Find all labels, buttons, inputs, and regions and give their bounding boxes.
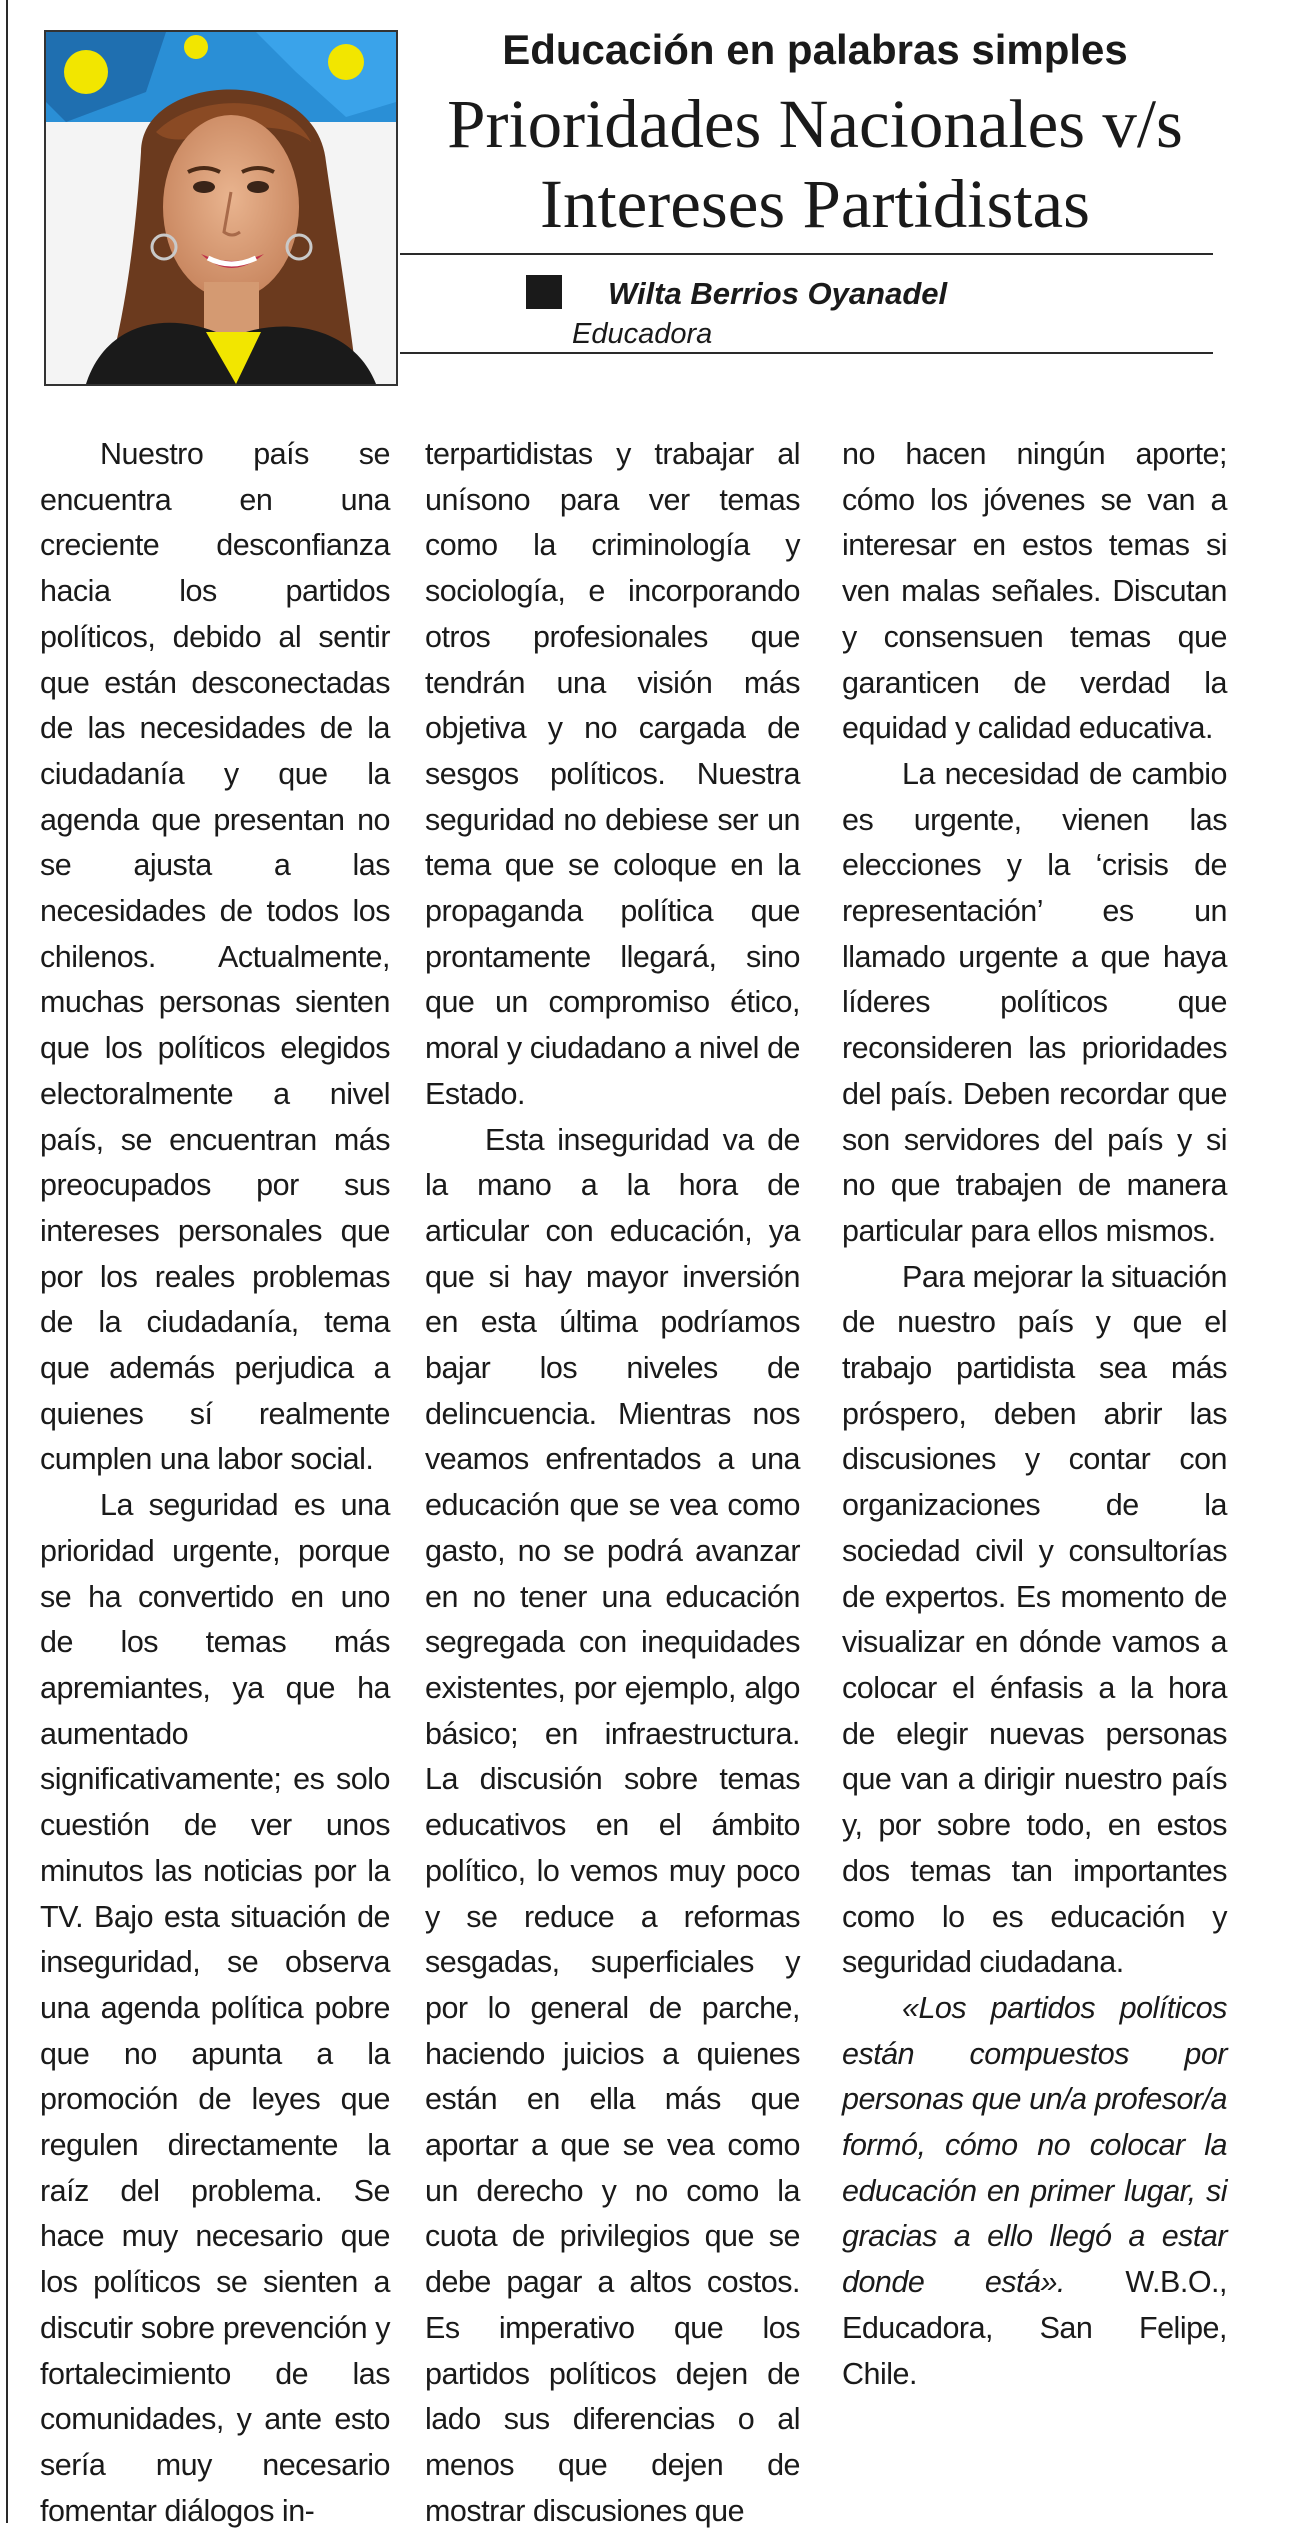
article-column-3 bbox=[842, 432, 1227, 2397]
article-column-1 bbox=[40, 432, 390, 2534]
author-role: Educadora bbox=[572, 318, 713, 350]
article-column-2 bbox=[425, 432, 800, 2534]
author-portrait-illustration bbox=[46, 32, 396, 384]
paragraph: La necesidad de cambio es urgente, vienen las elecciones y la ‘crisis de representación’ es un llamado urgente a que haya líderes políticos que reconsideren las prioridades del país. Deben recordar que son servidores del país y si no que trabajen de manera particular para ellos mismos. bbox=[842, 756, 1227, 1248]
paragraph: Para mejorar la situación de nuestro país y que el trabajo partidista sea más próspero, deben abrir las discusiones y contar con organizaciones de la sociedad civil y consultorías de expertos. Es momento de visualizar en dónde vamos a colocar el énfasis a la hora de elegir nuevas personas que van a dirigir nuestro país y, por sobre todo, en estos dos temas tan importantes como lo es educación y seguridad ciudadana. bbox=[842, 1259, 1227, 1980]
paragraph: terpartidistas y trabajar al unísono para ver temas como la criminología y sociología, e incorporando otros profesionales que tendrán una visión más objetiva y no cargada de sesgos políticos. Nuestra seguridad no debiese ser un tema que se coloque en la propaganda política que prontamente llegará, sino que un compromiso ético, moral y ciudadano a nivel de Estado. bbox=[425, 437, 800, 1111]
paragraph: Nuestro país se encuentra en una creciente desconfianza hacia los partidos políticos, debido al sentir que están desconectadas de las necesidades de la ciudadanía y que la agenda que presentan no se ajusta a las necesidades de todos los chilenos. Actualmente, muchas personas sienten que los políticos elegidos electoralmente a nivel país, se encuentran más preocupados por sus intereses personales que por los reales problemas de la ciudadanía, tema que además perjudica a quienes sí realmente cumplen una labor social. bbox=[40, 437, 390, 1477]
closing-paragraph bbox=[842, 1986, 1227, 2397]
header-rule-top bbox=[400, 253, 1213, 255]
paragraph: Esta inseguridad va de la mano a la hora de articular con educación, ya que si hay mayor inversión en esta última podríamos bajar los niveles de delincuencia. Mientras nos veamos enfrentados a una educación que se vea como gasto, no se podrá avanzar en no tener una educación segregada con inequidades existentes, por ejemplo, algo básico; en infraestructura. La discusión sobre temas educativos en el ámbito político, lo vemos muy poco y se reduce a reformas sesgadas, superficiales y por lo general de parche, haciendo juicios a quienes están en ella más que aportar a que se vea como un derecho y no como la cuota de privilegios que se debe pagar a altos costos. Es imperativo que los partidos políticos dejen de lado sus diferencias o al menos que dejen de mostrar discusiones que bbox=[425, 1122, 800, 2528]
paragraph: La seguridad es una prioridad urgente, porque se ha convertido en uno de los temas más apremiantes, ya que ha aumentado significativamente; es solo cuestión de ver unos minutos las noticias por la TV. Bajo esta situación de inseguridad, se observa una agenda política pobre que no apunta a la promoción de leyes que regulen directamente la raíz del problema. Se hace muy necesario que los políticos se sienten a discutir sobre prevención y fortalecimiento de las comunidades, y ante esto sería muy necesario fomentar diálogos in- bbox=[40, 1488, 390, 2528]
author-photo bbox=[44, 30, 398, 386]
byline-square-marker bbox=[526, 275, 562, 309]
signature: W.B.O., Educadora, San Felipe, Chile. bbox=[842, 2265, 1227, 2391]
headline-line-1: Prioridades Nacionales v/s bbox=[447, 86, 1183, 162]
closing-quote: «Los partidos políticos están compuestos por personas que un/a profesor/a formó, cómo no colocar la educación en primer lugar, si gracias a ello llegó a estar donde está». bbox=[842, 1990, 1227, 2300]
headline bbox=[400, 84, 1230, 244]
paragraph: no hacen ningún aporte; cómo los jóvenes se van a interesar en estos temas si ven malas señales. Discutan y consensuen temas que garanticen de verdad la equidad y calidad educativa. bbox=[842, 437, 1227, 746]
header-rule-bottom bbox=[400, 352, 1213, 354]
author-name: Wilta Berrios Oyanadel bbox=[608, 276, 948, 311]
headline-line-2: Intereses Partidistas bbox=[540, 166, 1090, 242]
page-edge-rule bbox=[6, 0, 8, 2523]
section-kicker: Educación en palabras simples bbox=[502, 26, 1128, 73]
